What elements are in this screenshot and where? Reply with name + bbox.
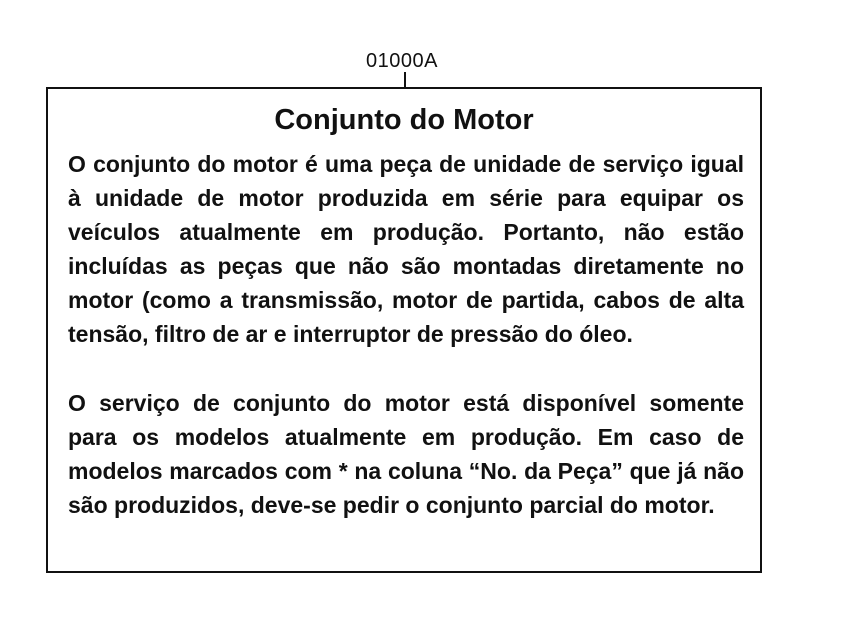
notice-paragraph-2: O serviço de conjunto do motor está disponível somente para os modelos atualmente em produção. Em caso de modelos marcados com * na coluna “No. da Peça” que já não são produzidos, deve-se pedir o conjunto parcial do motor. [68,390,744,518]
leader-line [404,72,406,88]
notice-title: Conjunto do Motor [274,104,534,136]
notice-box [46,87,762,573]
part-code-label: 01000A [366,50,438,72]
notice-paragraph-1: O conjunto do motor é uma peça de unidade de serviço igual à unidade de motor produzida em série para equipar os veículos atualmente em produção. Portanto, não estão incluídas as peças que não são montadas diretamente no motor (como a transmissão, motor de partida, cabos de alta tensão, filtro de ar e interruptor de pressão do óleo. [68,151,744,347]
